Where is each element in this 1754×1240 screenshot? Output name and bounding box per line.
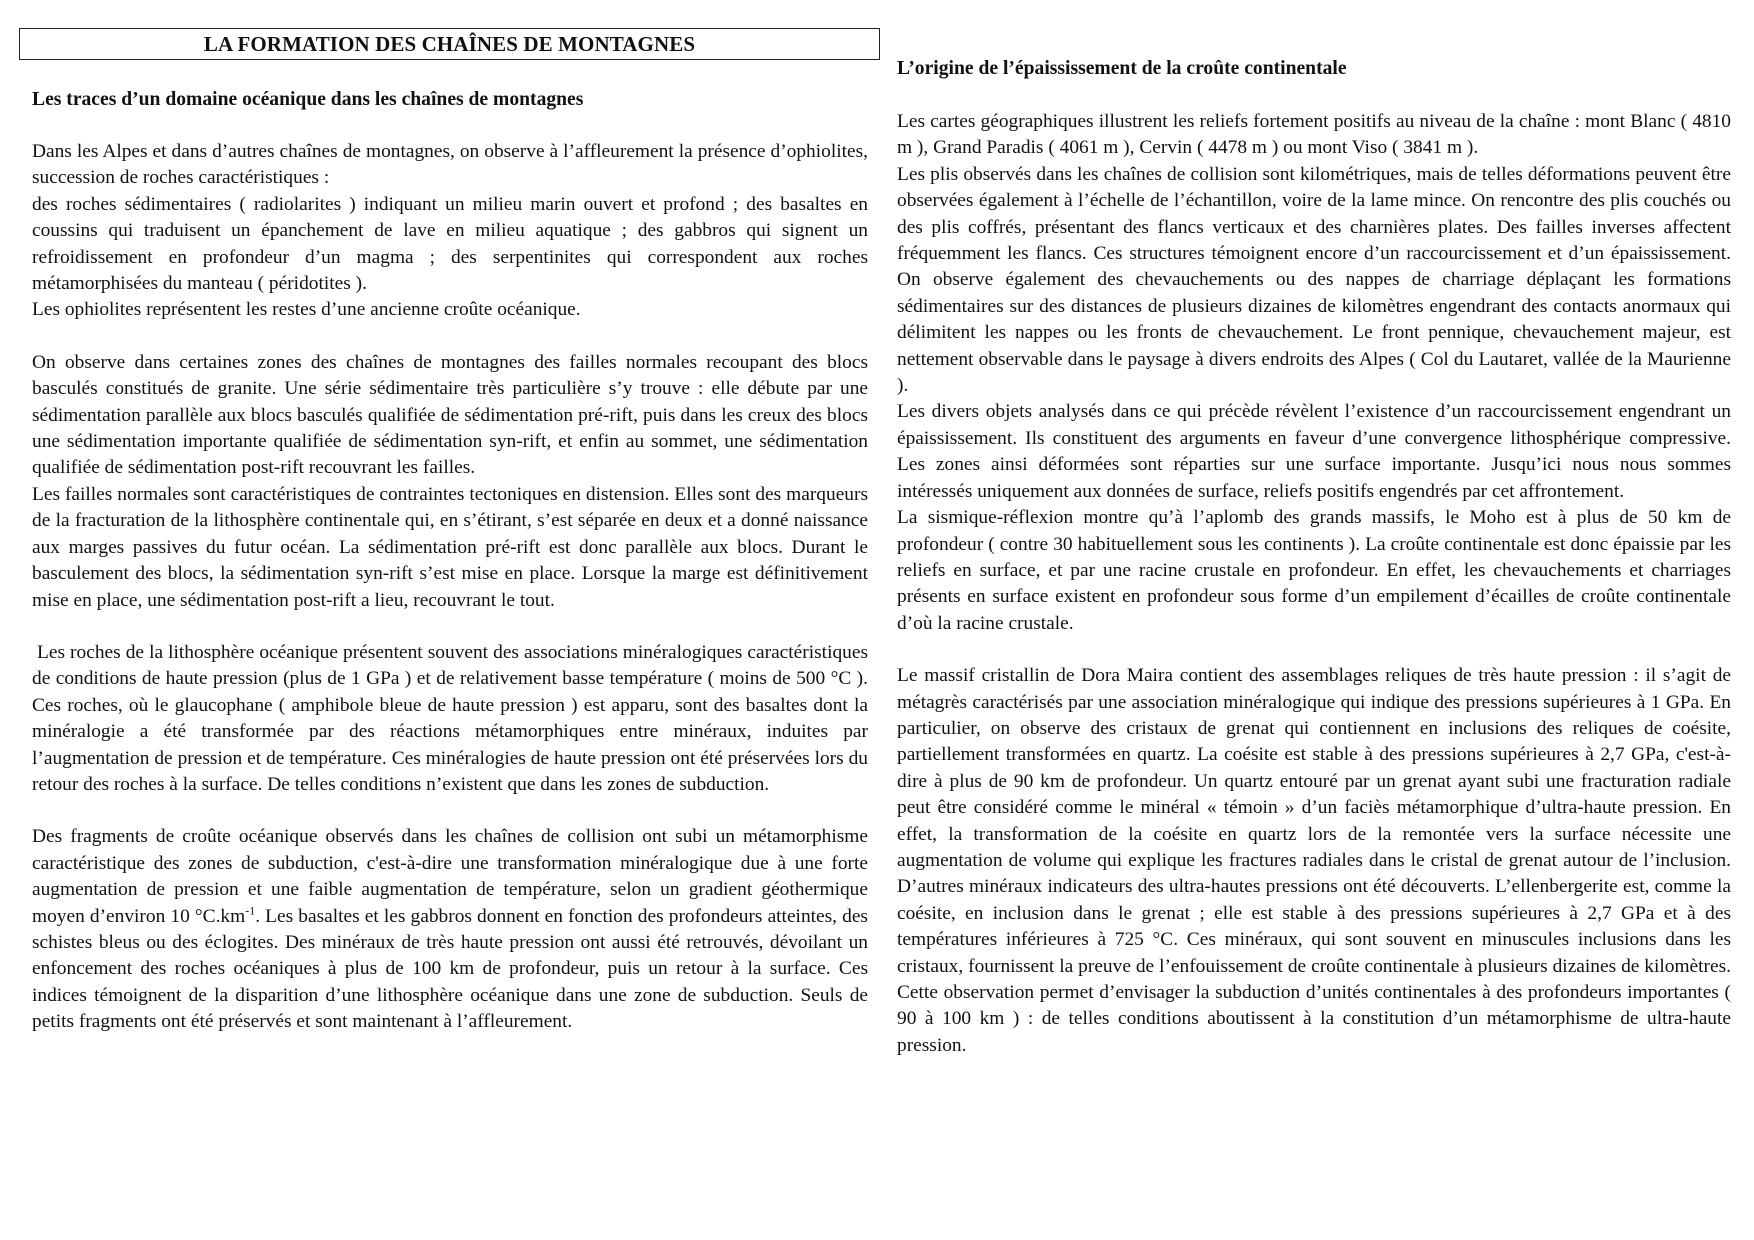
paragraph-gap (32, 324, 868, 350)
paragraph-high-pressure-minerals-text: Les roches de la lithosphère océanique présentent souvent des associations minéralogiques caractéristiques de conditions de haute pression (plus de 1 GPa ) et de relativement basse température ( moins de 500 °C ). Ces roches, où le glaucophane ( amphibole bleue de haute pression ) est apparu, sont des basaltes dont la minéralogie a été transformée par des réactions métamorphiques entre minéraux, induites par l’augmentation de pression et de température. Ces minéralogies de haute pression ont été préservées lors du retour des roches à la surface. De telles conditions n’existent que dans les zones de subduction. (32, 641, 868, 795)
paragraph-ophiolites-conclusion: Les ophiolites représentent les restes d’une ancienne croûte océanique. (32, 299, 581, 321)
paragraph-dora-maira: Le massif cristallin de Dora Maira contient des assemblages reliques de très haute pression : il s’agit de métagrès caractérisés par une association minéralogique qui indique des pressions supérieures à 1 GPa. En particulier, on observe des cristaux de grenat qui contiennent en inclusions des reliques de coésite, partiellement transformées en quartz. La coésite est stable à des pressions supérieures à 2,7 GPa, c'est-à-dire à plus de 90 km de profondeur. Un quartz entouré par un grenat ayant subi une fracturation radiale peut être considéré comme le minéral « témoin » d’un faciès métamorphique d’ultra-haute pression. En effet, la transformation de la coésite en quartz lors de la remontée vers la surface nécessite une augmentation de volume qui explique les fractures radiales dans le cristal de grenat autour de l’inclusion. D’autres minéraux indicateurs des ultra-hautes pressions ont été découverts. L’ellenbergerite est, comme la coésite, en inclusion dans le grenat ; elle est stable à des pressions supérieures à 2,7 GPa et à des températures inférieures à 725 °C. Ces minéraux, qui sont souvent en minuscules inclusions dans les cristaux, fournissent la preuve de l’enfouissement de croûte continentale à plusieurs dizaines de kilomètres. Cette observation permet d’envisager la subduction d’unités continentales à des profondeurs importantes ( 90 à 100 km ) : de telles conditions aboutissent à la constitution d’un métamorphisme de ultra-haute pression. (897, 665, 1731, 1056)
paragraph-oceanic-fragments-part2: . Les basaltes et les gabbros donnent en fonction des profondeurs atteintes, des schistes bleus ou des éclogites. Des minéraux de très haute pression ont aussi été retrouvés, dévoilant un enfoncement des roches océaniques à plus de 100 km de profondeur, puis un retour à la surface. Ces indices témoignent de la disparition d’une lithosphère océanique dans une zone de subduction. Seuls de petits fragments ont été préservés et sont maintenant à l’affleurement. (32, 905, 868, 1033)
document-title (19, 28, 880, 60)
section-heading-crust-thickening: L’origine de l’épaississement de la croûte continentale (897, 58, 1347, 79)
paragraph-gap (32, 798, 868, 824)
paragraph-shortening: Les divers objets analysés dans ce qui précède révèlent l’existence d’un raccourcissement engendrant un épaississement. Ils constituent des arguments en faveur d’une convergence lithosphérique compressive. Les zones ainsi déformées sont réparties sur une surface importante. Jusqu’ici nous nous sommes intéressés uniquement aux données de surface, reliefs positifs engendrés par cet affrontement. (897, 401, 1731, 502)
paragraph-ophiolites-intro: Dans les Alpes et dans d’autres chaînes de montagnes, on observe à l’affleurement la présence d’ophiolites, succession de roches caractéristiques : (32, 141, 868, 189)
paragraph-oceanic-fragments (32, 824, 868, 1035)
right-column (897, 56, 1731, 1059)
paragraph-seismic-reflection: La sismique-réflexion montre qu’à l’aplomb des grands massifs, le Moho est à plus de 50 km de profondeur ( contre 30 habituellement sous les continents ). La croûte continentale est donc épaissie par les reliefs en surface, et par une racine crustale en profondeur. En effet, les chevauchements et charriages présents en surface existent en profondeur sous forme d’un empilement d’écailles de croûte continentale d’où la racine crustale. (897, 507, 1731, 634)
paragraph-tilted-blocks: On observe dans certaines zones des chaînes de montagnes des failles normales recoupant des blocs basculés constitués de granite. Une série sédimentaire très particulière s’y trouve : elle débute par une sédimentation parallèle aux blocs basculés qualifiée de sédimentation pré-rift, puis dans les creux des blocs une sédimentation importante qualifiée de sédimentation syn-rift, et enfin au sommet, une sédimentation qualifiée de sédimentation post-rift recouvrant les failles. (32, 351, 868, 479)
left-column (32, 28, 868, 1036)
paragraph-ophiolites-rocks: des roches sédimentaires ( radiolarites ) indiquant un milieu marin ouvert et profond ; des basaltes en coussins qui traduisent un épanchement de lave en milieu aquatique ; des gabbros qui signent un refroidissement en profondeur d’un magma ; des serpentinites qui correspondent aux roches métamorphisées du manteau ( péridotites ). (32, 193, 868, 295)
paragraph-folds-thrusts: Les plis observés dans les chaînes de collision sont kilométriques, mais de telles déformations peuvent être observées également à l’échelle de l’échantillon, voire de la lame mince. On rencontre des plis couchés ou des plis coffrés, présentant des flancs verticaux et des charnières plates. Des failles inverses affectent fréquemment les flancs. Ces structures témoignent encore d’un raccourcissement et d’un épaississement. On observe également des chevauchements ou des nappes de charriage déplaçant les formations sédimentaires sur des distances de plusieurs dizaines de kilomètres engendrant des contacts anormaux qui délimitent les nappes ou les fronts de chevauchement. Le front pennique, chevauchement majeur, est nettement observable dans le paysage à divers endroits des Alpes ( Col du Lautaret, vallée de la Maurienne ). (897, 163, 1731, 397)
document-title-text: LA FORMATION DES CHAÎNES DE MONTAGNES (203, 31, 696, 56)
paragraph-gap (897, 637, 1731, 663)
paragraph-oceanic-fragments-part1: Des fragments de croûte océanique observés dans les chaînes de collision ont subi un métamorphisme caractéristique des zones de subduction, c'est-à-dire une transformation minéralogique due à une forte augmentation de pression et une faible augmentation de température, selon un gradient géothermique moyen d’environ 10 °C.km (32, 826, 868, 927)
superscript-exponent: -1 (245, 903, 256, 918)
section-heading-oceanic-traces: Les traces d’un domaine océanique dans les chaînes de montagnes (32, 89, 584, 110)
paragraph-normal-faults: Les failles normales sont caractéristiques de contraintes tectoniques en distension. Elles sont des marqueurs de la fracturation de la lithosphère continentale qui, en s’étirant, s’est séparée en deux et a donné naissance aux marges passives du futur océan. La sédimentation pré-rift est donc parallèle aux blocs. Durant le basculement des blocs, la sédimentation syn-rift s’est mise en place. Lorsque la marge est définitivement mise en place, une sédimentation post-rift a lieu, recouvrant le tout. (32, 483, 868, 611)
paragraph-relief-maps: Les cartes géographiques illustrent les reliefs fortement positifs au niveau de la chaîne : mont Blanc ( 4810 m ), Grand Paradis ( 4061 m ), Cervin ( 4478 m ) ou mont Viso ( 3841 m ). (897, 111, 1731, 159)
paragraph-high-pressure-minerals (32, 640, 868, 798)
paragraph-gap (32, 614, 868, 640)
